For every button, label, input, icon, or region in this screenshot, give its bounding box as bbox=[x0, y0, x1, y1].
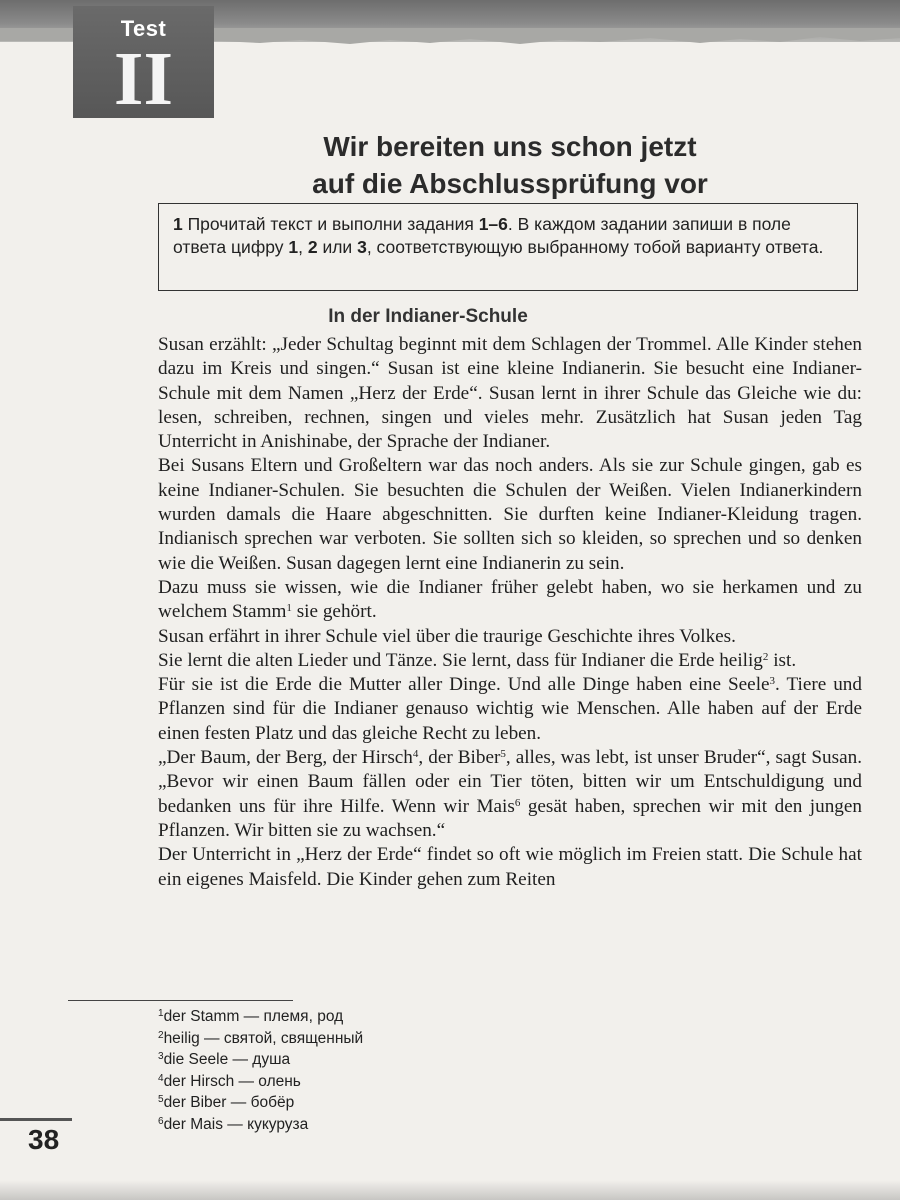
footnote-ref: 3 bbox=[769, 675, 776, 688]
reading-text bbox=[158, 333, 862, 892]
footnote-number: 4 bbox=[158, 1072, 164, 1084]
footnote-ref: 5 bbox=[500, 748, 506, 761]
paragraph-text: Dazu muss sie wissen, wie die Indianer früher gelebt haben, wo sie herkamen und zu welchem Stamm bbox=[158, 576, 862, 623]
footnote bbox=[158, 1028, 558, 1050]
footnote-text: heilig — святой, священный bbox=[163, 1029, 364, 1047]
paragraph bbox=[158, 673, 862, 746]
paragraph-text: , alles, was lebt, ist unser Bruder“, sagt Susan. „Bevor wir einen Baum fällen oder ein Tier töten, bitten wir um Entschuldigung und bedanken uns für ihre Hilfe. Wenn wir Mais bbox=[158, 747, 863, 817]
paragraph-text: sie gehört. bbox=[291, 601, 377, 623]
task-text: , bbox=[298, 237, 308, 257]
paragraph bbox=[158, 576, 862, 625]
paragraph-text: , der Biber bbox=[418, 747, 501, 769]
footnote-number: 5 bbox=[158, 1094, 164, 1106]
task-option: 3 bbox=[357, 237, 367, 257]
paragraph-text: . Tiere und Pflanzen sind für die Indianer genauso wichtig wie Menschen. Alle haben auf der Erde einen festen Platz und das gleiche Recht zu leben. bbox=[158, 674, 862, 744]
test-label: Test bbox=[120, 16, 167, 41]
task-text: или bbox=[317, 237, 358, 257]
paragraph: Bei Susans Eltern und Großeltern war das noch anders. Als sie zur Schule gingen, gab es keine Indianer-Schulen. Sie besuchten die Schulen der Weißen. Vielen Indianerkindern wurden damals die Haare abgeschnitten. Sie durften keine Indianer-Kleidung tragen. Indianisch sprechen war verboten. Sie sollten sich so kleiden, so sprechen und so denken wie die Weißen. Susan dagegen lernt eine Indianerin zu sein. bbox=[158, 455, 862, 574]
page-number-rule bbox=[0, 1118, 72, 1121]
footnote-number: 6 bbox=[158, 1115, 164, 1127]
task-number: 1 bbox=[173, 214, 183, 234]
footnote-text: der Biber — бобёр bbox=[163, 1094, 295, 1112]
paragraph-text: gesät haben, sprechen wir mit den jungen Pflanzen. Wir bitten sie zu wachsen.“ bbox=[158, 795, 863, 841]
paragraph: Susan erzählt: „Jeder Schultag beginnt mit dem Schlagen der Trommel. Alle Kinder stehen dazu im Kreis und singen.“ Susan ist eine kleine Indianerin. Sie besucht eine Indianer-Schule mit dem Namen „Herz der Erde“. Susan lernt in ihrer Schule das Gleiche wie du: lesen, schreiben, rechnen, singen und vieles mehr. Zusätzlich hat Susan jeden Tag Unterricht in Anishinabe, der Sprache der Indianer. bbox=[158, 334, 862, 453]
footnote-ref: 4 bbox=[412, 748, 419, 761]
task-text: . В каждом задании запиши в поле ответа цифру bbox=[173, 214, 791, 257]
footnote bbox=[158, 1049, 558, 1071]
paragraph: Der Unterricht in „Herz der Erde“ findet so oft wie möglich im Freien statt. Die Schule hat ein eigenes Maisfeld. Die Kinder gehen zum Reiten bbox=[158, 844, 862, 890]
footnote-text: die Seele — душа bbox=[163, 1051, 291, 1069]
test-numeral: II bbox=[113, 37, 174, 121]
footnote-text: der Hirsch — олень bbox=[163, 1072, 301, 1090]
footnote-ref: 6 bbox=[514, 796, 521, 809]
page-title bbox=[160, 128, 860, 202]
footnote-ref: 1 bbox=[286, 602, 292, 615]
task-range: 1–6 bbox=[478, 214, 508, 234]
footnote-text: der Stamm — племя, род bbox=[163, 1008, 344, 1025]
text-heading: In der Indianer-Schule bbox=[328, 306, 528, 327]
task-option: 1 bbox=[288, 237, 299, 257]
test-badge bbox=[73, 6, 214, 121]
page-bottom-shadow bbox=[0, 1180, 900, 1200]
task-text: Прочитай текст и выполни задания bbox=[182, 214, 479, 234]
paragraph: Susan erfährt in ihrer Schule viel über die traurige Geschichte ihres Volkes. bbox=[158, 625, 736, 647]
footnote bbox=[158, 1114, 558, 1136]
footnote bbox=[158, 1092, 558, 1114]
footnote-number: 2 bbox=[158, 1029, 164, 1041]
paragraph-text: „Der Baum, der Berg, der Hirsch bbox=[158, 747, 413, 769]
footnote bbox=[158, 1006, 558, 1028]
footnotes bbox=[158, 1006, 558, 1136]
footnote-number: 1 bbox=[158, 1008, 164, 1019]
paragraph-text: Sie lernt die alten Lieder und Tänze. Sie lernt, dass für Indianer die Erde heilig bbox=[158, 649, 763, 671]
paragraph bbox=[158, 746, 862, 843]
footnote bbox=[158, 1071, 558, 1093]
paragraph-text: Für sie ist die Erde die Mutter aller Dinge. Und alle Dinge haben eine Seele bbox=[158, 674, 770, 696]
task-text: , соответствующую выбранному тобой варианту ответа. bbox=[366, 237, 824, 257]
page-title-line2: auf die Abschlussprüfung vor bbox=[312, 168, 708, 199]
paragraph bbox=[158, 649, 862, 673]
page-title-line1: Wir bereiten uns schon jetzt bbox=[323, 131, 697, 162]
paragraph-text: ist. bbox=[768, 649, 797, 671]
task-option: 2 bbox=[307, 237, 318, 257]
page-number: 38 bbox=[28, 1124, 60, 1155]
footnote-text: der Mais — кукуруза bbox=[163, 1115, 309, 1133]
footnote-divider bbox=[68, 1000, 293, 1001]
task-instruction-box bbox=[158, 203, 858, 291]
footnote-ref: 2 bbox=[762, 650, 769, 663]
footnote-number: 3 bbox=[158, 1051, 164, 1063]
